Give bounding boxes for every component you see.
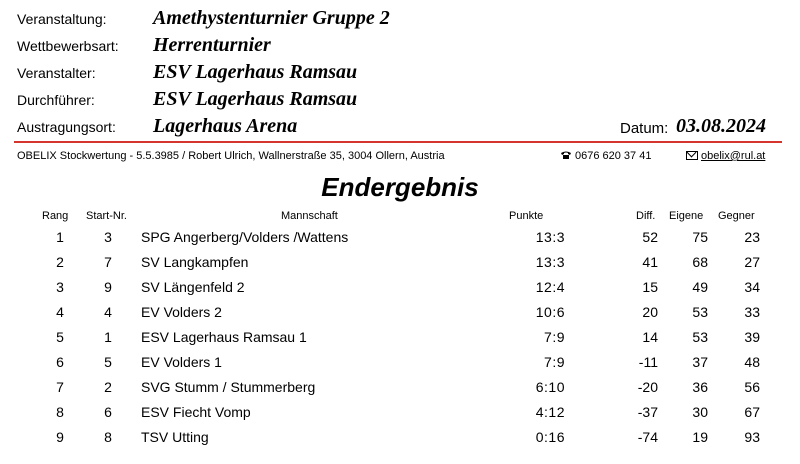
durchfuehrer-value: ESV Lagerhaus Ramsau — [153, 88, 358, 110]
table-row — [0, 279, 800, 304]
software-info: OBELIX Stockwertung - 5.5.3985 / Robert Ulrich, Wallnerstraße 35, 3004 Ollern, Austria — [17, 150, 445, 162]
table-row — [0, 404, 800, 429]
start-nr-cell: 2 — [104, 379, 112, 395]
table-row — [0, 354, 800, 379]
eigene-cell: 49 — [692, 279, 708, 295]
col-start-nr: Start-Nr. — [86, 210, 127, 222]
col-rang: Rang — [42, 210, 69, 222]
team-cell: SPG Angerberg/Volders /Wattens — [141, 229, 349, 245]
team-cell: EV Volders 1 — [141, 354, 222, 370]
table-row — [0, 254, 800, 279]
team-cell: ESV Fiecht Vomp — [141, 404, 251, 420]
start-nr-cell: 5 — [104, 354, 112, 370]
punkte-cell: 12:4 — [535, 279, 565, 295]
gegner-cell: 93 — [744, 429, 760, 445]
rang-cell: 1 — [56, 229, 64, 245]
punkte-cell: 0:16 — [535, 429, 565, 445]
gegner-cell: 33 — [744, 304, 760, 320]
punkte-cell: 13:3 — [535, 229, 565, 245]
team-cell: TSV Utting — [141, 429, 209, 445]
wettbewerbsart-label: Wettbewerbsart: — [17, 38, 119, 54]
table-row — [0, 429, 800, 454]
austragungsort-label: Austragungsort: — [17, 119, 116, 135]
diff-cell: 15 — [642, 279, 658, 295]
phone-icon — [560, 150, 572, 160]
table-row — [0, 379, 800, 404]
eigene-cell: 36 — [692, 379, 708, 395]
punkte-cell: 4:12 — [535, 404, 565, 420]
team-cell: SVG Stumm / Stummerberg — [141, 379, 316, 395]
wettbewerbsart-value: Herrenturnier — [153, 34, 271, 56]
datum-value: 03.08.2024 — [676, 115, 766, 137]
austragungsort-value: Lagerhaus Arena — [153, 115, 298, 137]
gegner-cell: 39 — [744, 329, 760, 345]
rang-cell: 9 — [56, 429, 64, 445]
start-nr-cell: 9 — [104, 279, 112, 295]
eigene-cell: 53 — [692, 329, 708, 345]
diff-cell: 14 — [642, 329, 658, 345]
eigene-cell: 75 — [692, 229, 708, 245]
col-eigene: Eigene — [669, 210, 704, 222]
durchfuehrer-label: Durchführer: — [17, 92, 95, 108]
email-link[interactable]: obelix@rul.at — [701, 150, 766, 162]
punkte-cell: 7:9 — [544, 329, 565, 345]
diff-cell: -11 — [638, 354, 658, 370]
eigene-cell: 68 — [692, 254, 708, 270]
diff-cell: 41 — [642, 254, 658, 270]
col-gegner: Gegner — [718, 210, 755, 222]
rang-cell: 3 — [56, 279, 64, 295]
team-cell: SV Langkampfen — [141, 254, 249, 270]
start-nr-cell: 7 — [104, 254, 112, 270]
diff-cell: -37 — [637, 404, 658, 420]
team-cell: SV Längenfeld 2 — [141, 279, 245, 295]
header-divider — [14, 141, 782, 143]
start-nr-cell: 6 — [104, 404, 112, 420]
start-nr-cell: 8 — [104, 429, 112, 445]
rang-cell: 5 — [56, 329, 64, 345]
team-cell: ESV Lagerhaus Ramsau 1 — [141, 329, 307, 345]
diff-cell: 52 — [642, 229, 658, 245]
table-row — [0, 304, 800, 329]
team-cell: EV Volders 2 — [141, 304, 222, 320]
diff-cell: -74 — [637, 429, 658, 445]
rang-cell: 2 — [56, 254, 64, 270]
veranstaltung-value: Amethystenturnier Gruppe 2 — [153, 7, 390, 29]
phone-number: 0676 620 37 41 — [575, 150, 652, 162]
diff-cell: -20 — [637, 379, 658, 395]
eigene-cell: 37 — [692, 354, 708, 370]
rang-cell: 8 — [56, 404, 64, 420]
start-nr-cell: 3 — [104, 229, 112, 245]
gegner-cell: 23 — [744, 229, 760, 245]
eigene-cell: 53 — [692, 304, 708, 320]
gegner-cell: 67 — [744, 404, 760, 420]
punkte-cell: 13:3 — [535, 254, 565, 270]
table-row — [0, 229, 800, 254]
gegner-cell: 48 — [744, 354, 760, 370]
gegner-cell: 27 — [744, 254, 760, 270]
start-nr-cell: 4 — [104, 304, 112, 320]
table-row — [0, 329, 800, 354]
page-title: Endergebnis — [321, 172, 479, 202]
gegner-cell: 34 — [744, 279, 760, 295]
mail-icon — [686, 151, 698, 160]
datum-label: Datum: — [620, 120, 669, 137]
rang-cell: 7 — [56, 379, 64, 395]
col-mannschaft: Mannschaft — [281, 210, 338, 222]
eigene-cell: 19 — [692, 429, 708, 445]
col-punkte: Punkte — [509, 210, 544, 222]
veranstalter-label: Veranstalter: — [17, 65, 96, 81]
rang-cell: 4 — [56, 304, 64, 320]
veranstalter-value: ESV Lagerhaus Ramsau — [153, 61, 358, 83]
diff-cell: 20 — [642, 304, 658, 320]
eigene-cell: 30 — [692, 404, 708, 420]
punkte-cell: 10:6 — [535, 304, 565, 320]
start-nr-cell: 1 — [104, 329, 112, 345]
punkte-cell: 6:10 — [535, 379, 565, 395]
rang-cell: 6 — [56, 354, 64, 370]
gegner-cell: 56 — [744, 379, 760, 395]
veranstaltung-label: Veranstaltung: — [17, 11, 107, 27]
punkte-cell: 7:9 — [544, 354, 565, 370]
col-diff: Diff. — [636, 210, 656, 222]
